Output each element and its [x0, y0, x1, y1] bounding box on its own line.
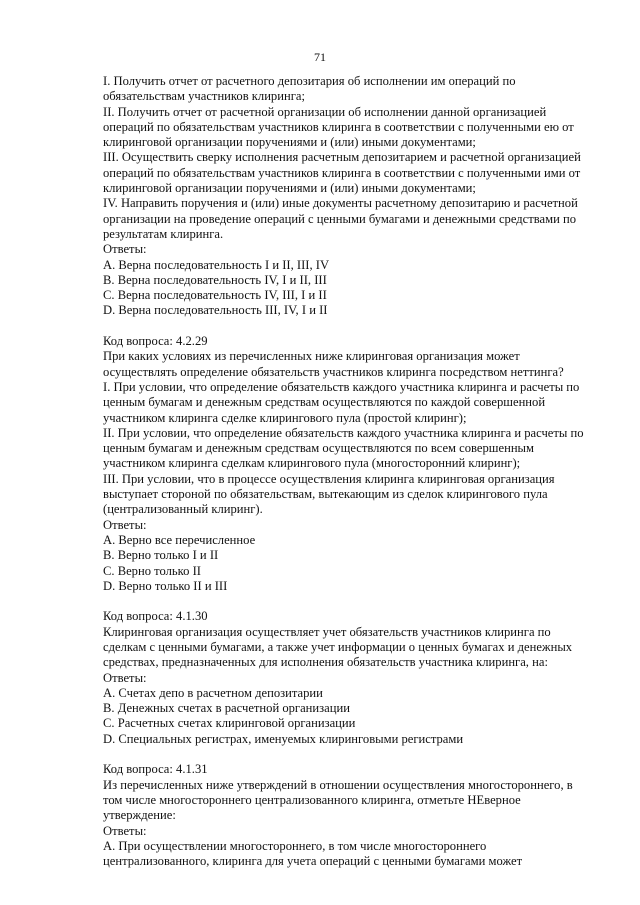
text-line: Из перечисленных ниже утверждений в отношении осуществления многостороннего, в	[103, 777, 573, 792]
answer-option: A. Верна последовательность I и II, III, IV	[103, 257, 330, 272]
text-line: II. При условии, что определение обязательств каждого участника клиринга и расчеты по	[103, 425, 584, 440]
text-line: осуществлять определение обязательств участников клиринга посредством неттинга?	[103, 364, 564, 379]
page-body	[103, 74, 603, 869]
text-line: сделкам с ценными бумагами, а также учет информации о ценных бумагах и денежных	[103, 639, 573, 654]
question-code: Код вопроса: 4.2.29	[103, 334, 208, 349]
question-block-continued	[103, 74, 603, 319]
answer-option: C. Верна последовательность IV, III, I и II	[103, 288, 327, 303]
text-line: I. Получить отчет от расчетного депозитария об исполнении им операций по	[103, 74, 516, 88]
answer-option: A. Верно все перечисленное	[103, 532, 256, 547]
text-line: IV. Направить поручения и (или) иные документы расчетному депозитарию и расчетной	[103, 196, 578, 211]
answers-heading: Ответы:	[103, 670, 147, 685]
answer-option: B. Верно только I и II	[103, 548, 219, 563]
text-line: III. Осуществить сверку исполнения расчетным депозитарием и расчетной организацией	[103, 150, 581, 165]
block-gap	[103, 594, 603, 609]
text-line: клиринговой организации поручениями и (или) иными документами;	[103, 181, 476, 196]
answer-option: B. Верна последовательность IV, I и II, III	[103, 272, 327, 287]
text-line: III. При условии, что в процессе осуществления клиринга клиринговая организация	[103, 471, 555, 486]
text-line: I. При условии, что определение обязательств каждого участника клиринга и расчеты по	[103, 379, 580, 394]
answers-heading: Ответы:	[103, 823, 147, 838]
answer-option: D. Верно только II и III	[103, 578, 228, 593]
question-block-4-1-31	[103, 762, 603, 869]
answer-option: C. Верно только II	[103, 563, 201, 578]
answer-option: A. Счетах депо в расчетном депозитарии	[103, 685, 323, 700]
block-gap	[103, 319, 603, 334]
text-line: организации на проведение операций с ценными бумагами и денежными средствами по	[103, 211, 577, 226]
text-line: участником клиринга сделке клирингового пула (простой клиринг);	[103, 410, 467, 425]
answer-option: A. При осуществлении многостороннего, в том числе многостороннего	[103, 838, 487, 853]
question-code: Код вопроса: 4.1.31	[103, 762, 208, 777]
text-line: ценным бумагам и денежным средствам осуществляются по всем совершенным	[103, 441, 534, 456]
text-line: II. Получить отчет от расчетной организации об исполнении данной организацией	[103, 104, 547, 119]
question-block-4-2-29	[103, 334, 603, 594]
text-line: выступает стороной по обязательствам, вытекающим из сделок клирингового пула	[103, 487, 548, 502]
block-gap	[103, 747, 603, 762]
question-block-4-1-30	[103, 609, 603, 747]
text-line: средствах, предназначенных для исполнения обязательств участника клиринга, на:	[103, 655, 548, 670]
text-line: (централизованный клиринг).	[103, 502, 263, 517]
answer-option: D. Специальных регистрах, именуемых клиринговыми регистрами	[103, 731, 464, 746]
text-line: операций по обязательствам участников клиринга в соответствии с полученными ею от	[103, 119, 574, 134]
page-number: 71	[314, 50, 326, 64]
answers-heading: Ответы:	[103, 517, 147, 532]
answer-option: C. Расчетных счетах клиринговой организации	[103, 716, 356, 731]
text-line: Клиринговая организация осуществляет учет обязательств участников клиринга по	[103, 624, 551, 639]
text-line: клиринговой организации поручениями и (или) иными документами;	[103, 135, 476, 150]
text-line: При каких условиях из перечисленных ниже клиринговая организация может	[103, 349, 520, 364]
text-line: том числе многостороннего централизованного клиринга, отметьте НЕверное	[103, 792, 521, 807]
text-line: утверждение:	[103, 808, 176, 823]
answer-option: D. Верна последовательность III, IV, I и II	[103, 303, 328, 318]
text-line: централизованного, клиринга для учета операций с ценными бумагами может	[103, 854, 523, 869]
question-code: Код вопроса: 4.1.30	[103, 609, 208, 624]
text-line: участником клиринга сделкам клирингового пула (многосторонний клиринг);	[103, 456, 521, 471]
answer-option: B. Денежных счетах в расчетной организации	[103, 701, 350, 716]
answers-heading: Ответы:	[103, 242, 147, 257]
text-line: результатам клиринга.	[103, 226, 224, 241]
text-line: операций по обязательствам участников клиринга в соответствии с полученными ими от	[103, 165, 581, 180]
text-line: обязательствам участников клиринга;	[103, 89, 305, 104]
text-line: ценным бумагам и денежным средствам осуществляются по каждой совершенной	[103, 395, 546, 410]
